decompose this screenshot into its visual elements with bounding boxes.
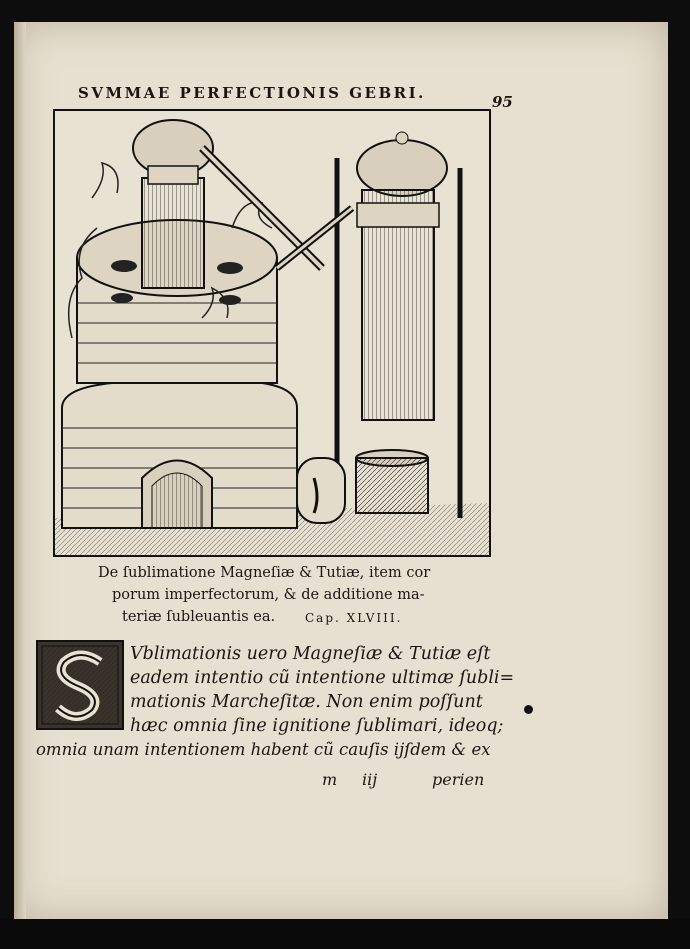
body-line-1: Vblimationis uero Magneſiæ & Tutiæ eſt (130, 644, 491, 664)
signature-mark: m (322, 770, 338, 789)
ink-spot (524, 705, 533, 714)
caption-line-2: porum imperfectorum, & de additione ma- (112, 587, 425, 603)
body-line-4: hæc omnia ſine ignitione ſublimari, ideoq; (130, 716, 504, 736)
caption-line-3: teriæ ſubleuantis ea. (122, 609, 276, 625)
folio-number: 95 (492, 93, 513, 111)
sublimation-furnace-woodcut (52, 108, 492, 558)
running-title: SVMMAE PERFECTIONIS GEBRI. (78, 84, 426, 102)
background-edge (0, 919, 690, 949)
catchword: perien (432, 770, 485, 789)
caption-line-1: De ſublimatione Magneſiæ & Tutiæ, item cor (98, 565, 431, 581)
body-line-3: mationis Marcheſitæ. Non enim poſſunt (130, 692, 483, 712)
body-line-5: omnia unam intentionem habent cũ cauſis ijſdem & ex (36, 740, 491, 759)
body-line-2: eadem intentio cũ intentione ultimæ ſubli= (130, 668, 515, 688)
page-gutter-shadow (14, 22, 26, 919)
chapter-number: Cap. XLVIII. (305, 611, 403, 625)
furnace-base (62, 383, 297, 528)
decorated-initial-s (36, 640, 124, 730)
signature-number: iij (362, 770, 378, 789)
